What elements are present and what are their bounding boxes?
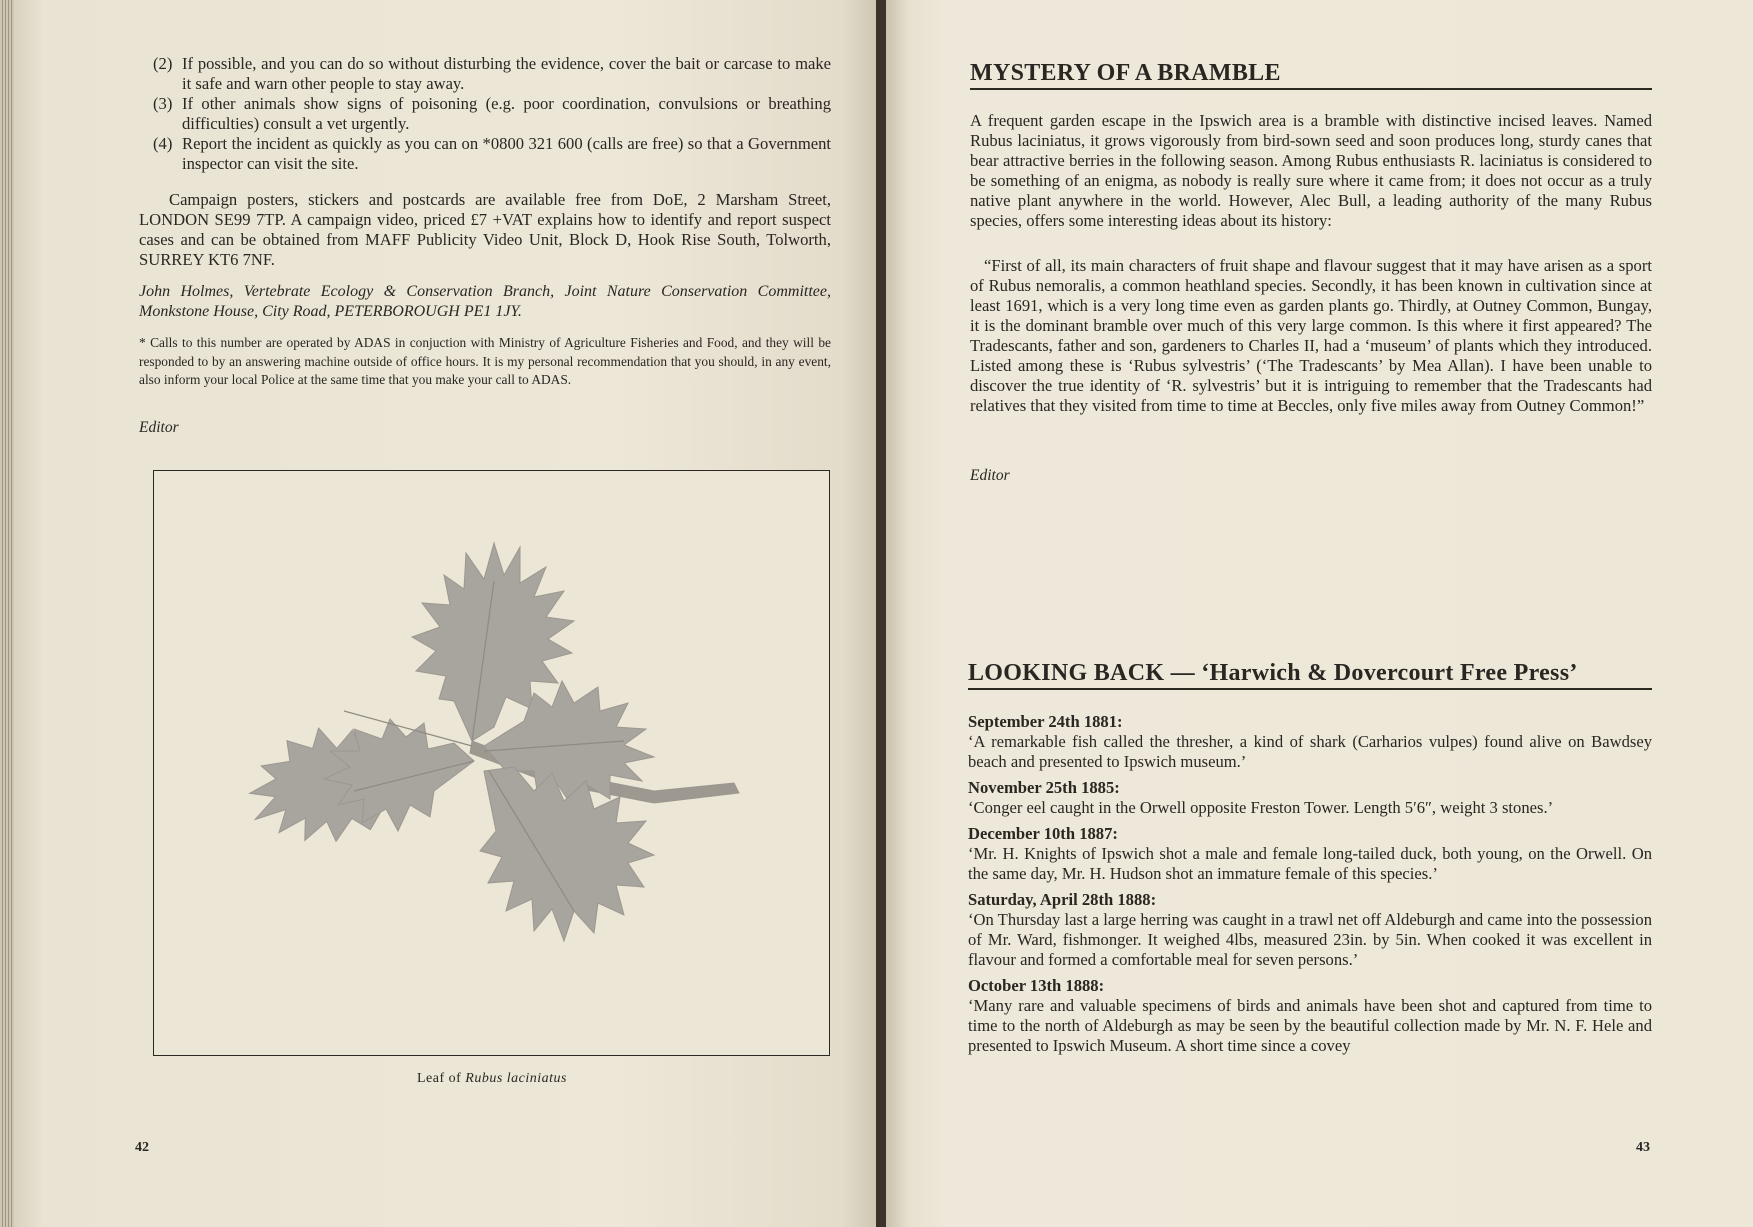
figure-caption [153,1071,831,1087]
footnote: * Calls to this number are operated by ADAS in conjuction with Ministry of Agriculture Fisheries and Food, and they will be responded to by an answering machine outside of office hours. It is my personal recommendation that you should, in any event, also inform your local Police at the same time that you make your call to ADAS. [139,335,831,387]
leaf-illustration [154,471,829,1055]
right-editor-signature: Editor [970,467,1010,484]
list-number: (3) [153,94,173,113]
bramble-paragraph: A frequent garden escape in the Ipswich area is a bramble with distinctive incised leaves. Named Rubus laciniatus, it grows vigorously from bird-sown seed and soon produces long, sturdy canes that bear attractive berries in the following season. Among Rubus enthusiasts R. laciniatus is considered to be something of an enigma, as nobody is really sure where it came from; it does not occur as a truly native plant anywhere in the world. However, Alec Bull, a leading authority of the many Rubus species, offers some interesting ideas about its history: [970,111,1652,230]
list-text: If other animals show signs of poisoning (e.g. poor coordination, convulsions or breathing difficulties) consult a vet urgently. [182,94,831,133]
entry-date: October 13th 1888: [968,976,1105,995]
entry-text: ‘Many rare and valuable specimens of birds and animals have been shot and captured from time to time to the north of Aldeburgh as may be seen by the beautiful collection made by Mr. N. F. Hele and presented to Ipswich Museum. A short time since a covey [968,996,1652,1055]
entry-date: December 10th 1887: [968,824,1118,843]
page-edges [0,0,14,1227]
left-editor-signature: Editor [139,419,179,436]
list-item [139,94,831,134]
entry-text: ‘Mr. H. Knights of Ipswich shot a male and female long-tailed duck, both young, on the Orwell. On the same day, Mr. H. Hudson shot an immature female of this species.’ [968,844,1652,883]
list-text: If possible, and you can do so without disturbing the evidence, cover the bait or carcase to make it safe and warn other people to stay away. [182,54,831,93]
caption-prefix: Leaf of [416,1071,466,1086]
leaf-photo [153,470,830,1056]
author-credit: John Holmes, Vertebrate Ecology & Conservation Branch, Joint Nature Conservation Committee, Monkstone House, City Road, PETERBOROUGH PE1 1JY. [139,283,831,320]
list-item [139,54,831,94]
caption-species: Rubus laciniatus [465,1071,568,1086]
looking-back-heading: LOOKING BACK — ‘Harwich & Dovercourt Free Press’ [968,660,1652,690]
list-text: Report the incident as quickly as you can on *0800 321 600 (calls are free) so that a Government inspector can visit the site. [182,134,831,173]
list-number: (4) [153,134,173,153]
entry-date: September 24th 1881: [968,712,1123,731]
bramble-heading: MYSTERY OF A BRAMBLE [970,60,1652,90]
list-number: (2) [153,54,173,73]
page-number-left: 42 [135,1140,149,1155]
entry-text: ‘On Thursday last a large herring was caught in a trawl net off Aldeburgh and came into the possession of Mr. Ward, fishmonger. It weighed 4lbs, measured 23in. by 5in. When cooked it was excellent in flavour and formed a comfortable meal for seven persons.’ [968,910,1652,969]
advice-list [139,54,831,174]
entry-date: November 25th 1885: [968,778,1120,797]
looking-back-entries [968,712,1652,1056]
campaign-paragraph: Campaign posters, stickers and postcards are available free from DoE, 2 Marsham Street, LONDON SE99 7TP. A campaign video, priced £7 +VAT explains how to identify and report suspect cases and can be obtained from MAFF Publicity Video Unit, Block D, Hook Rise South, Tolworth, SURREY KT6 7NF. [139,190,831,269]
list-item [139,134,831,174]
page-number-right: 43 [1636,1140,1650,1155]
left-page [14,0,876,1227]
entry-text: ‘Conger eel caught in the Orwell opposite Freston Tower. Length 5′6″, weight 3 stones.’ [968,798,1554,817]
entry-text: ‘A remarkable fish called the thresher, a kind of shark (Carharios vulpes) found alive on Bawdsey beach and presented to Ipswich museum.’ [968,732,1652,771]
book-gutter [876,0,886,1227]
right-page [886,0,1753,1227]
bramble-quote: “First of all, its main characters of fruit shape and flavour suggest that it may have arisen as a sport of Rubus nemoralis, a common heathland species. Secondly, it has been known in cultivation since at least 1691, which is a very long time even as garden plants go. Thirdly, at Outney Common, Bungay, it is the dominant bramble over much of this very large common. Is this where it first appeared? The Tradescants, father and son, gardeners to Charles II, had a ‘museum’ of plants which they introduced. Listed among these is ‘Rubus sylvestris’ (‘The Tradescants’ by Mea Allan). I have been unable to discover the true identity of ‘R. sylvestris’ but it is intriguing to remember that the Tradescants had relatives that they visited from time to time at Beccles, only five miles away from Outney Common!” [970,256,1652,415]
entry-date: Saturday, April 28th 1888: [968,890,1157,909]
